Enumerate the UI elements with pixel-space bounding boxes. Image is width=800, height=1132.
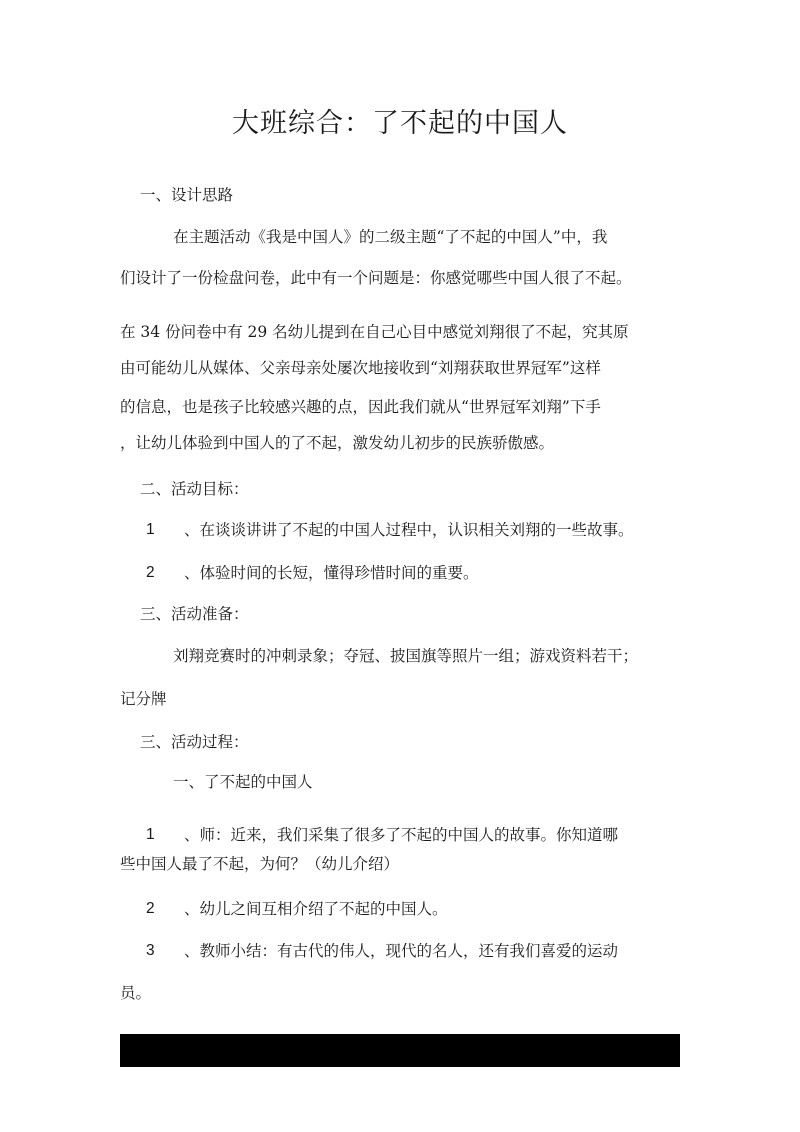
subsection-heading: 一、了不起的中国人: [173, 773, 313, 791]
paragraph-line: 在主题活动《我是中国人》的二级主题“了不起的中国人”中，我: [173, 228, 608, 246]
paragraph-line: ，让幼儿体验到中国人的了不起，激发幼儿初步的民族骄傲感。: [120, 434, 555, 452]
list-item-text: 、教师小结：有古代的伟人，现代的名人，还有我们喜爱的运动: [184, 942, 619, 960]
section-heading-design: 一、设计思路: [140, 186, 234, 204]
list-number: 1: [146, 826, 155, 843]
section-heading-goals: 二、活动目标：: [140, 480, 249, 498]
list-number: 3: [146, 942, 155, 959]
list-item-text: 、体验时间的长短，懂得珍惜时间的重要。: [184, 564, 479, 582]
paragraph-line: 们设计了一份检盘问卷，此中有一个问题是：你感觉哪些中国人很了不起。: [120, 269, 632, 287]
list-item-text: 、在谈谈讲讲了不起的中国人过程中，认识相关刘翔的一些故事。: [184, 521, 634, 539]
page-title: 大班综合：了不起的中国人: [232, 108, 568, 139]
paragraph-line: 刘翔竞赛时的冲刺录象；夺冠、披国旗等照片一组；游戏资料若干；: [173, 647, 639, 665]
list-number: 2: [146, 564, 155, 581]
section-heading-preparation: 三、活动准备：: [140, 605, 249, 623]
redaction-bar: [120, 1034, 680, 1067]
list-item-text: 员。: [120, 984, 152, 1002]
paragraph-line: 由可能幼儿从媒体、父亲母亲处屡次地接收到“刘翔获取世界冠军”这样: [120, 359, 601, 377]
paragraph-line: 记分牌: [120, 690, 167, 708]
paragraph-line: 的信息，也是孩子比较感兴趣的点，因此我们就从“世界冠军刘翔”下手: [120, 398, 601, 416]
list-item-text: 、师：近来，我们采集了很多了不起的中国人的故事。你知道哪: [184, 826, 619, 844]
section-heading-process: 三、活动过程：: [140, 733, 249, 751]
list-number: 1: [146, 521, 155, 538]
list-number: 2: [146, 900, 155, 917]
list-item-text: 、幼儿之间互相介绍了不起的中国人。: [184, 900, 448, 918]
list-item-text: 些中国人最了不起，为何？（幼儿介绍）: [120, 855, 400, 873]
paragraph-line: 在 34 份问卷中有 29 名幼儿提到在自己心目中感觉刘翔很了不起，究其原: [120, 323, 629, 341]
